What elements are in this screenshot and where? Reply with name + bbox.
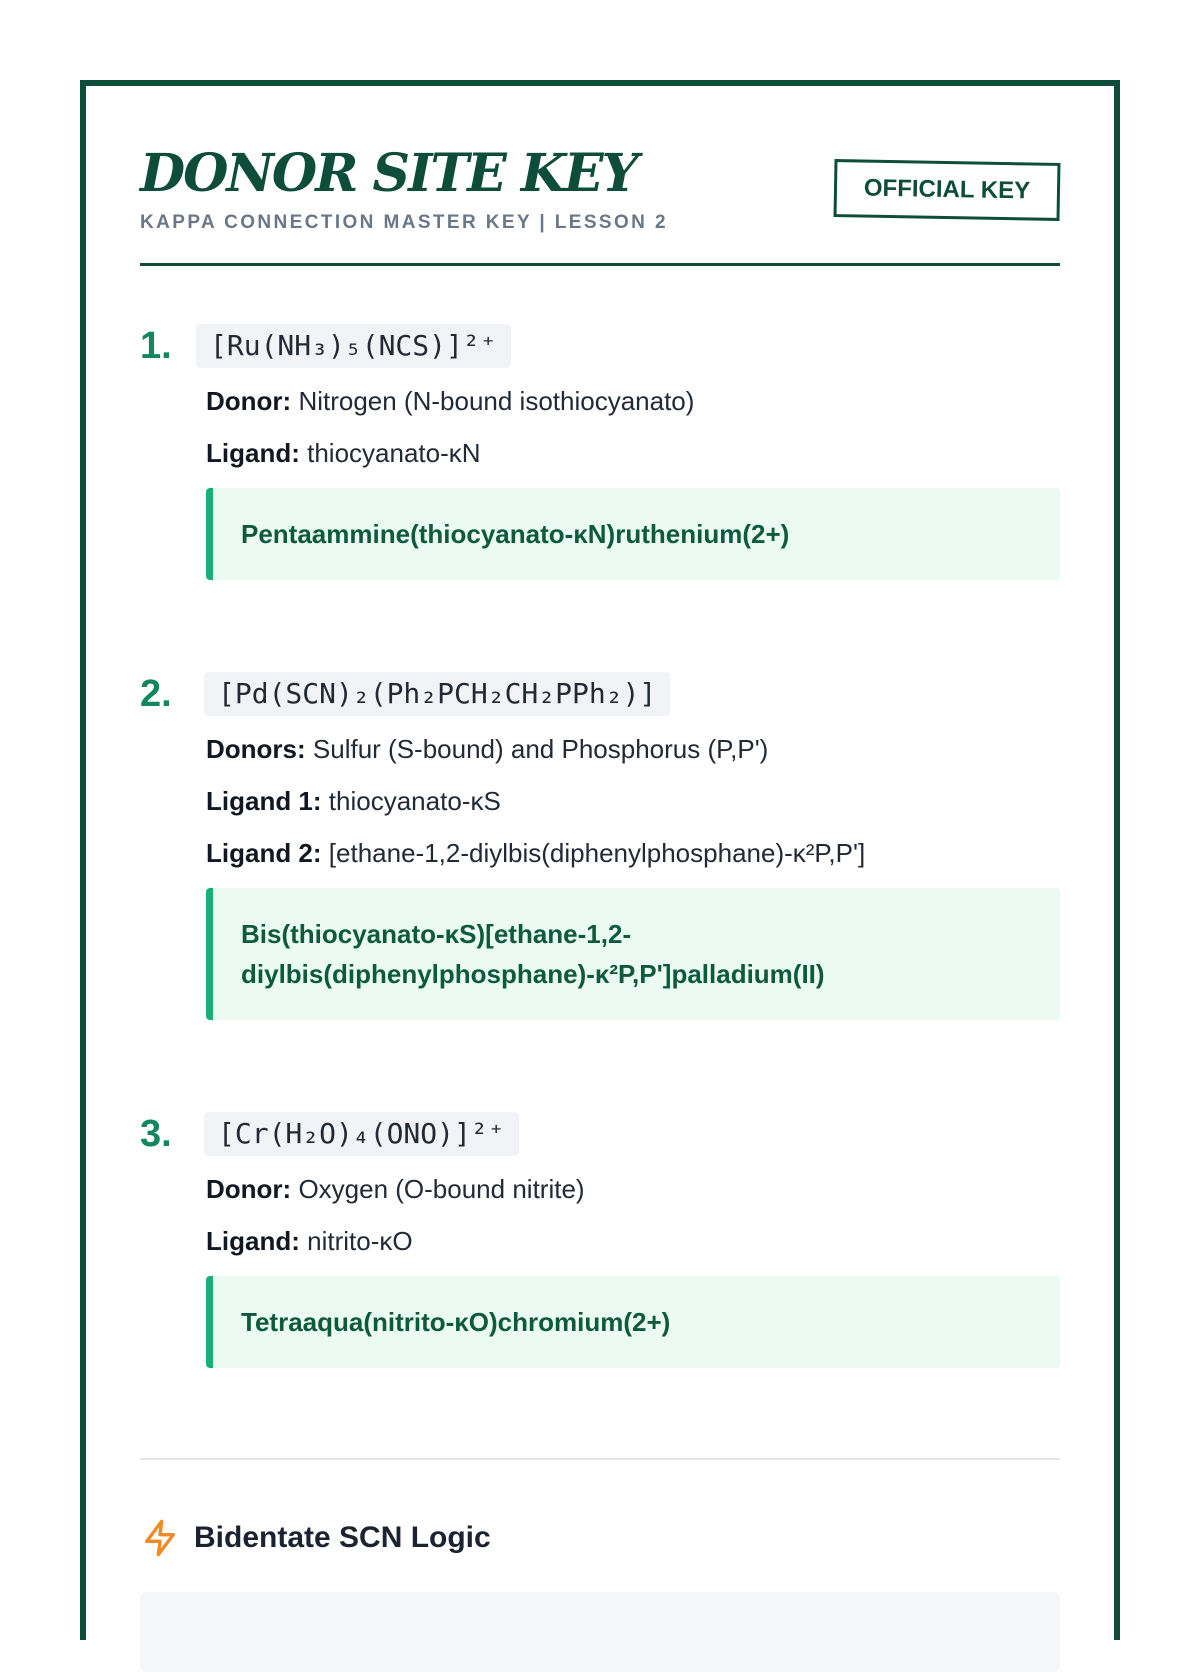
complex-formula: [Ru(NH₃)₅(NCS)]²⁺	[196, 324, 511, 368]
answer-name: Tetraaqua(nitrito-κO)chromium(2+)	[241, 1307, 671, 1337]
detail-label: Donors:	[206, 734, 306, 764]
detail-label: Donor:	[206, 386, 292, 416]
donor-line	[206, 1172, 585, 1206]
answer-box	[206, 888, 1060, 1020]
complex-formula: [Cr(H₂O)₄(ONO)]²⁺	[204, 1112, 519, 1156]
sheet-content	[140, 86, 1060, 1640]
detail-value: thiocyanato-κS	[328, 786, 501, 816]
section-panel	[140, 1592, 1060, 1672]
page-title: DONOR SITE KEY	[140, 143, 637, 204]
detail-value: Nitrogen (N-bound isothiocyanato)	[298, 386, 695, 416]
donor-line	[206, 384, 694, 418]
ligand-2-line	[206, 836, 865, 870]
donors-line	[206, 732, 768, 766]
page-subtitle: KAPPA CONNECTION MASTER KEY | LESSON 2	[140, 212, 668, 233]
item-number: 3.	[140, 1113, 172, 1155]
answer-name: Pentaammine(thiocyanato-κN)ruthenium(2+)	[241, 519, 790, 549]
official-key-stamp: OFFICIAL KEY	[834, 159, 1061, 221]
ligand-1-line	[206, 784, 501, 818]
detail-label: Donor:	[206, 1174, 292, 1204]
answer-box	[206, 488, 1060, 580]
detail-label: Ligand 1:	[206, 786, 322, 816]
lightning-icon	[140, 1518, 180, 1558]
answer-box	[206, 1276, 1060, 1368]
ligand-line	[206, 1224, 413, 1258]
complex-formula: [Pd(SCN)₂(Ph₂PCH₂CH₂PPh₂)]	[204, 672, 670, 716]
detail-value: Sulfur (S-bound) and Phosphorus (P,P')	[312, 734, 769, 764]
ligand-line	[206, 436, 481, 470]
bidentate-scn-section-header	[140, 1516, 491, 1560]
answer-name	[241, 914, 825, 994]
detail-value: thiocyanato-κN	[307, 438, 481, 468]
detail-label: Ligand 2:	[206, 838, 322, 868]
detail-label: Ligand:	[206, 1226, 300, 1256]
answer-key-sheet	[80, 80, 1120, 1640]
header	[140, 86, 1060, 266]
detail-value: [ethane-1,2-diylbis(diphenylphosphane)-κ²P,P']	[328, 838, 866, 868]
detail-value: Oxygen (O-bound nitrite)	[298, 1174, 585, 1204]
answer-line: Bis(thiocyanato-κS)[ethane-1,2-	[241, 919, 632, 949]
item-number: 1.	[140, 325, 172, 367]
detail-value: nitrito-κO	[307, 1226, 413, 1256]
section-title: Bidentate SCN Logic	[194, 1521, 491, 1554]
answer-line: diylbis(diphenylphosphane)-κ²P,P']palladium(II)	[241, 959, 825, 989]
detail-label: Ligand:	[206, 438, 300, 468]
section-divider	[140, 1458, 1060, 1460]
item-number: 2.	[140, 673, 172, 715]
